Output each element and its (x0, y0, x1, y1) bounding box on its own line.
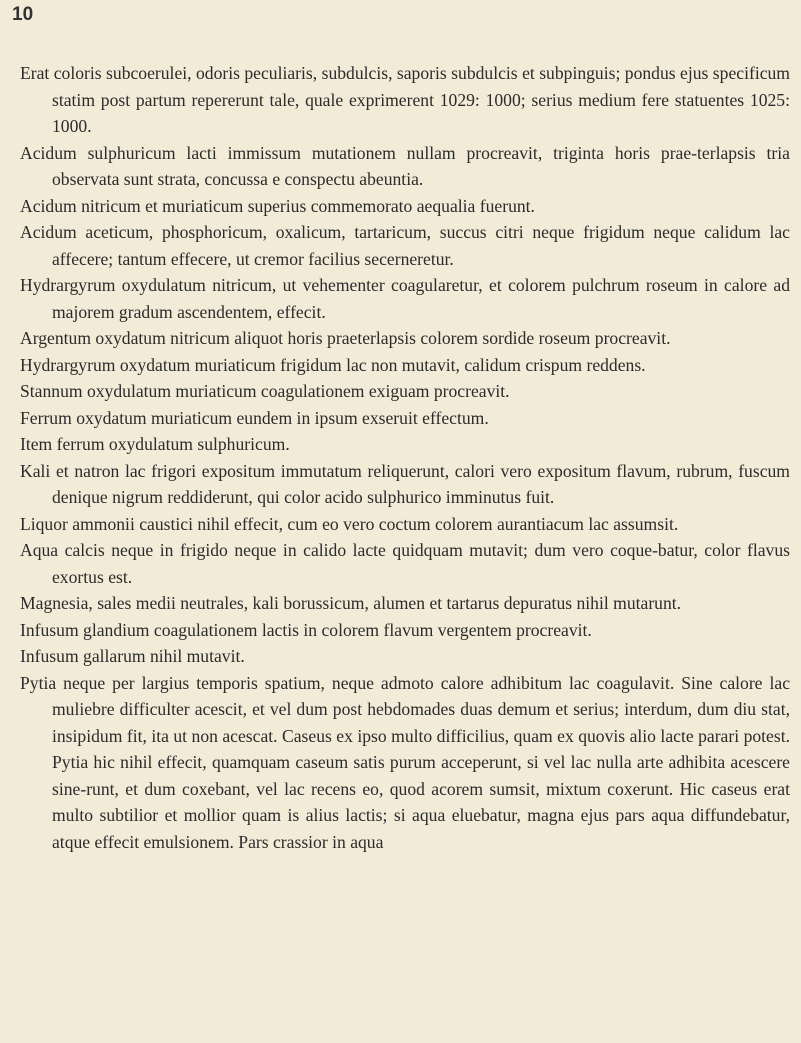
paragraph: Ferrum oxydatum muriaticum eundem in ipsum exseruit effectum. (20, 407, 489, 428)
paragraph: Item ferrum oxydulatum sulphuricum. (20, 434, 290, 454)
body-text (20, 60, 790, 855)
paragraph: Aqua calcis neque in frigido neque in calido lacte quidquam mutavit; dum vero coque-batur, color flavus exortus est. (20, 540, 790, 587)
paragraph: Infusum gallarum nihil mutavit. (20, 646, 245, 666)
page-number: 10 (12, 4, 34, 25)
paragraph: Pytia neque per largius temporis spatium, neque admoto calore adhibitum lac coagulavit. Sine calore lac muliebre difficulter acescit, et vel dum post hebdomades duas demum et serius; interdum, dum diu stat, insipidum fit, ita ut non acescat. Caseus ex ipso multo difficilius, quam ex quovis alio lacte parari potest. Pytia hic nihil effecit, quamquam caseum satis purum acceperunt, si vel lac nulla arte adhibita acescere sine-runt, et dum coxebant, vel lac recens eo, quod acorem sumsit, mixtum coxerunt. Hic caseus erat multo subtilior et mollior quam is alius lactis; si aqua eluebatur, magna ejus pars aqua diffundebatur, atque effecit emulsionem. Pars crassior in aqua (20, 672, 790, 852)
paragraph: Erat coloris subcoerulei, odoris peculiaris, subdulcis, saporis subdulcis et subpinguis; pondus ejus specificum statim post partum repererunt tale, quale exprimerent 1029: 1000; serius medium fere statuentes 1025: 1000. (20, 63, 790, 136)
paragraph: Acidum sulphuricum lacti immissum mutationem nullam procreavit, triginta horis prae-terlapsis tria observata sunt strata, concussa e conspectu abeuntia. (20, 142, 790, 189)
paragraph: Argentum oxydatum nitricum aliquot horis praeterlapsis colorem sordide roseum procreavit. (20, 328, 671, 348)
paragraph: Liquor ammonii caustici nihil effecit, cum eo vero coctum colorem aurantiacum lac assumsit. (20, 513, 679, 534)
paragraph: Hydrargyrum oxydulatum nitricum, ut vehementer coagularetur, et colorem pulchrum roseum in calore ad majorem gradum ascendentem, effecit. (20, 275, 790, 322)
paragraph: Magnesia, sales medii neutrales, kali borussicum, alumen et tartarus depuratus nihil mutarunt. (20, 593, 682, 613)
paragraph: Hydrargyrum oxydatum muriaticum frigidum lac non mutavit, calidum crispum reddens. (20, 354, 646, 375)
paragraph: Acidum aceticum, phosphoricum, oxalicum, tartaricum, succus citri neque frigidum neque calidum lac affecere; tantum effecere, ut cremor facilius secerneretur. (20, 222, 790, 269)
paragraph: Stannum oxydulatum muriaticum coagulationem exiguam procreavit. (20, 381, 510, 401)
paragraph: Acidum nitricum et muriaticum superius commemorato aequalia fuerunt. (20, 195, 535, 216)
paragraph: Kali et natron lac frigori expositum immutatum reliquerunt, calori vero expositum flavum, rubrum, fuscum denique nigrum reddiderunt, qui color acido sulphurico imminutus fuit. (20, 460, 790, 507)
paragraph: Infusum glandium coagulationem lactis in colorem flavum vergentem procreavit. (20, 619, 592, 640)
